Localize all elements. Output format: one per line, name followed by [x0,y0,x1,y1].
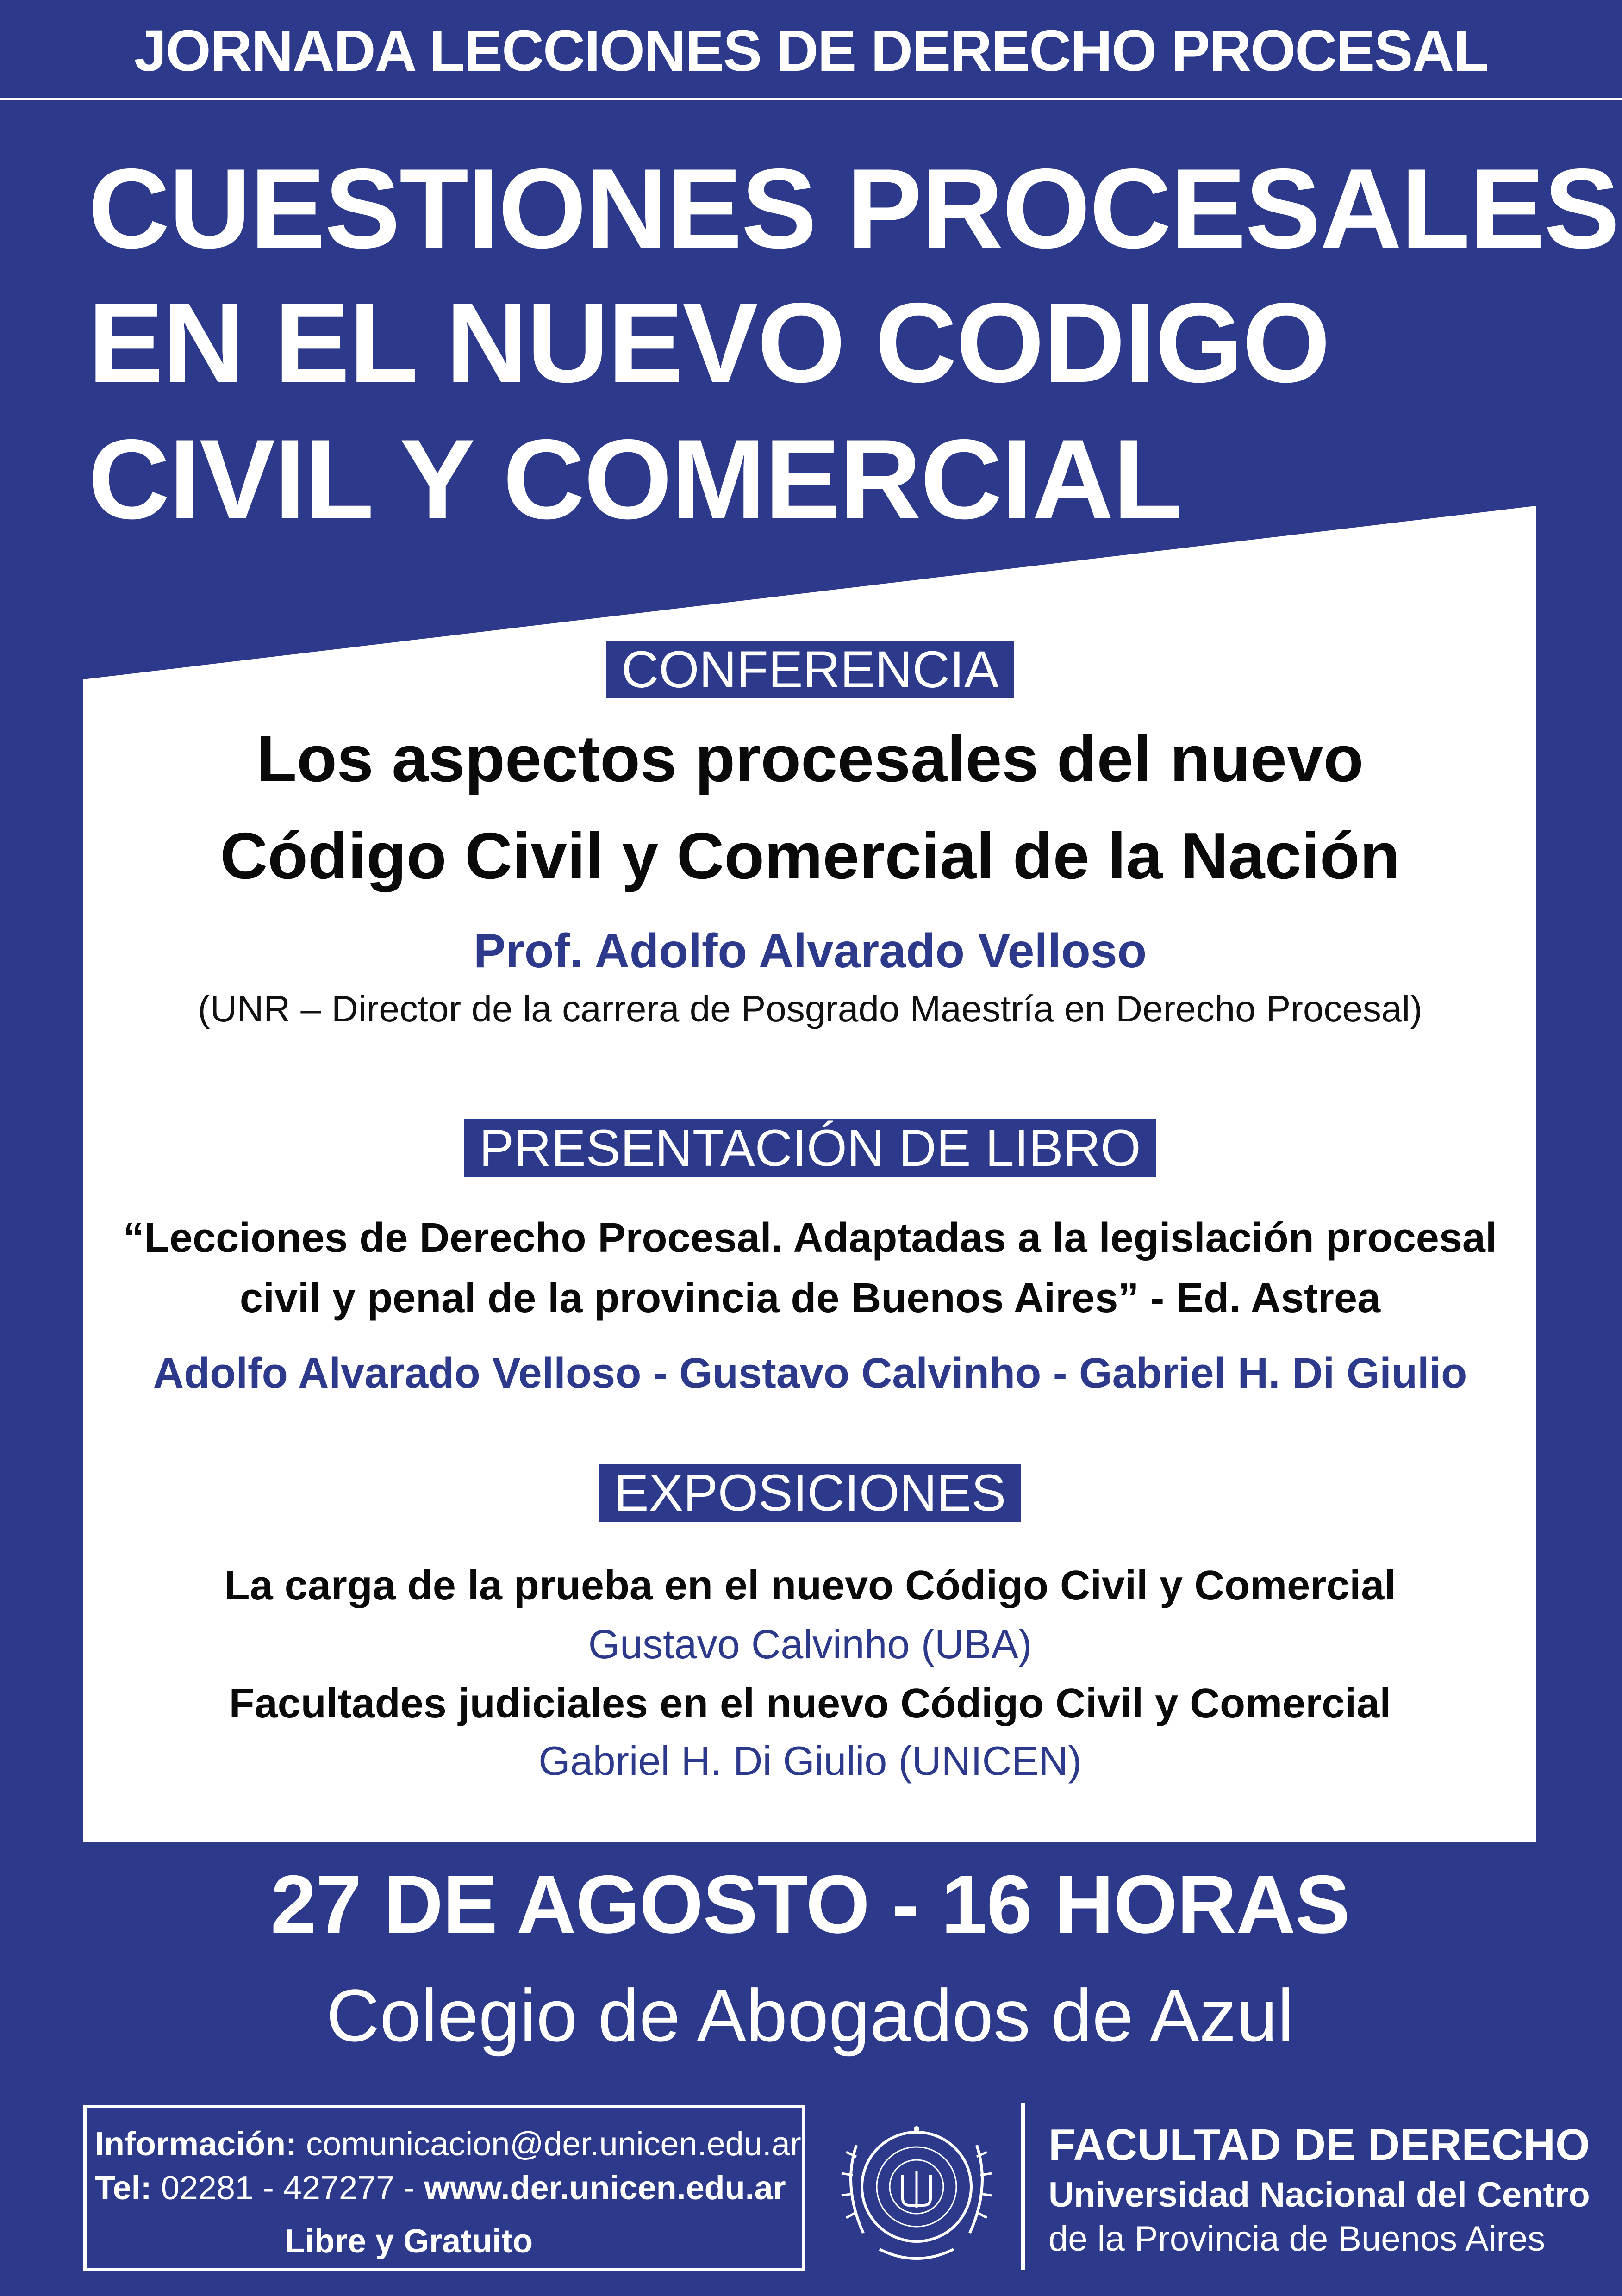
main-title-line-3: CIVIL Y COMERCIAL [88,416,1181,542]
info-label: Información: [95,2126,297,2163]
university-seal-icon [824,2101,1009,2277]
expositions-section [83,1454,1537,1532]
contact-info-line [95,2123,801,2165]
exposition-speaker-1: Gustavo Calvinho (UBA) [588,1621,1032,1667]
contact-phone: 02281 - 427277 - [161,2170,415,2207]
admission-note: Libre y Gratuito [285,2223,533,2260]
exposition-topic-1: La carga de la prueba en el nuevo Código Civil y Comercial [224,1562,1396,1609]
tel-label: Tel: [95,2170,152,2207]
event-datetime: 27 DE AGOSTO - 16 HORAS [270,1858,1350,1950]
conference-topic-line-1: Los aspectos procesales del nuevo [256,722,1364,796]
event-series-title: JORNADA LECCIONES DE DERECHO PROCESAL [134,18,1488,83]
book-title-line-1: “Lecciones de Derecho Procesal. Adaptadas a la legislación procesal [123,1215,1497,1261]
faculty-name: FACULTAD DE DERECHO [1048,2120,1590,2170]
conference-speaker: Prof. Adolfo Alvarado Velloso [473,924,1147,978]
event-venue: Colegio de Abogados de Azul [326,1974,1294,2057]
exposition-topic-2: Facultades judiciales en el nuevo Código Civil y Comercial [229,1680,1391,1727]
expositions-label: EXPOSICIONES [599,1464,1021,1522]
main-title-line-1: CUESTIONES PROCESALES [88,145,1619,272]
book-section [83,1109,1537,1188]
footer-divider [1021,2103,1025,2270]
conference-label: CONFERENCIA [606,641,1013,698]
university-name: Universidad Nacional del Centro [1048,2175,1590,2215]
university-province: de la Provincia de Buenos Aires [1048,2219,1546,2259]
contact-email[interactable]: comunicacion@der.unicen.edu.ar [306,2126,801,2163]
book-authors: Adolfo Alvarado Velloso - Gustavo Calvinho - Gabriel H. Di Giulio [153,1350,1467,1397]
conference-affiliation: (UNR – Director de la carrera de Posgrado Maestría en Derecho Procesal) [198,988,1422,1029]
book-title-line-2: civil y penal de la provincia de Buenos Aires” - Ed. Astrea [239,1275,1381,1321]
conference-section [83,630,1537,709]
conference-topic-line-2: Código Civil y Comercial de la Nación [220,819,1400,893]
book-label: PRESENTACIÓN DE LIBRO [464,1119,1155,1177]
contact-tel-line [95,2167,786,2209]
contact-website[interactable]: www.der.unicen.edu.ar [424,2170,786,2207]
exposition-speaker-2: Gabriel H. Di Giulio (UNICEN) [538,1738,1082,1784]
main-title-line-2: EN EL NUEVO CODIGO [88,279,1330,406]
